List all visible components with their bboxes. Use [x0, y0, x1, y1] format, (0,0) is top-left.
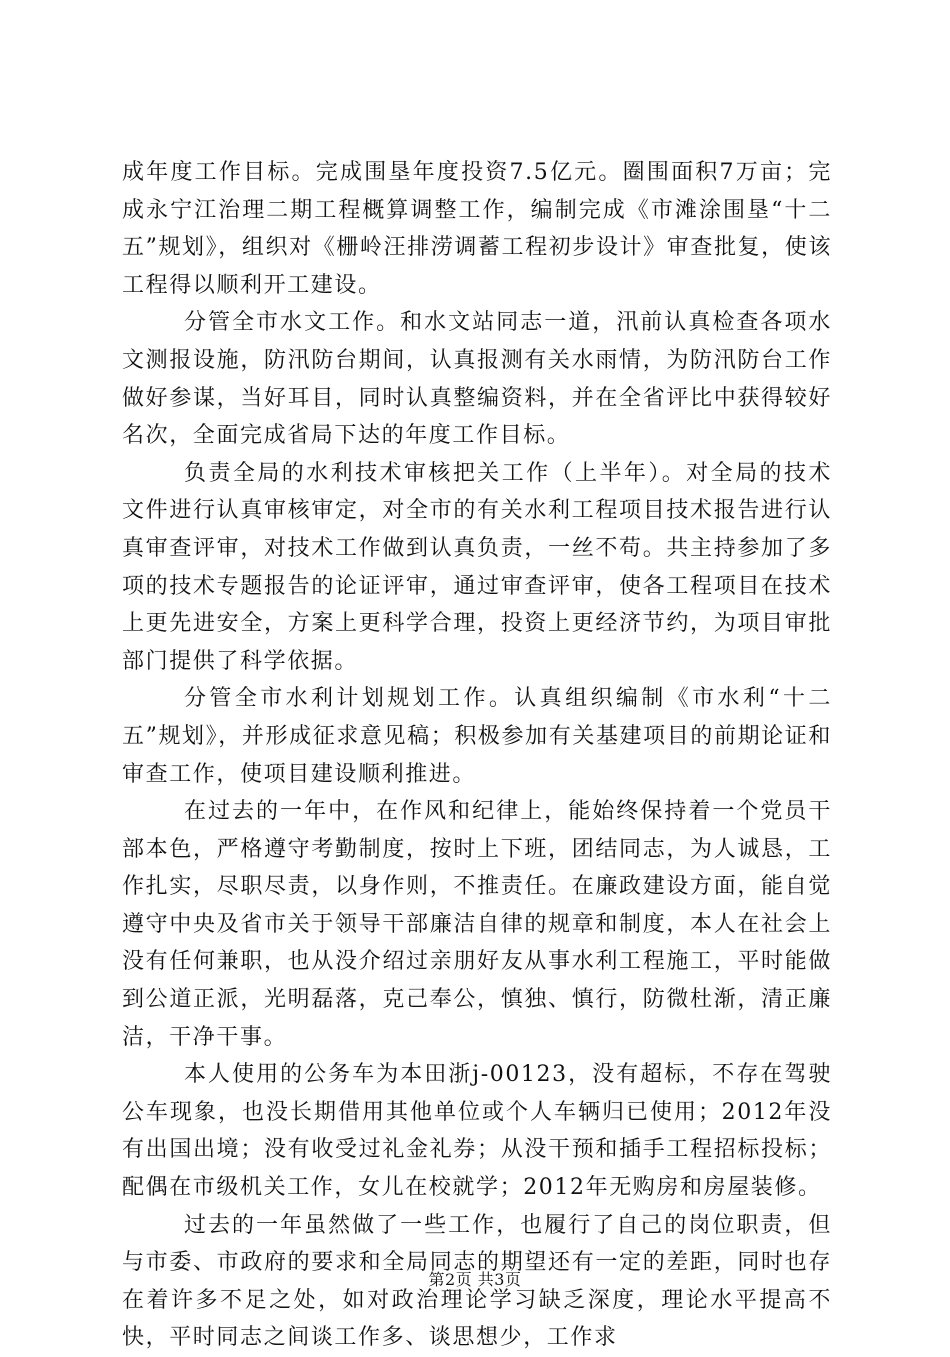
paragraph-technical-review: 负责全局的水利技术审核把关工作（上半年）。对全局的技术文件进行认真审核审定，对全市的有关水利工程项目技术报告进行认真审查评审，对技术工作做到认真负责，一丝不苟。共主持参加了多项的技术专题报告的论证评审，通过审查评审，使各工程项目在技术上更先进安全，方案上更科学合理，投资上更经济节约，为项目审批部门提供了科学依据。 — [122, 460, 832, 674]
paragraph-vehicle-declaration: 本人使用的公务车为本田浙j-00123，没有超标，不存在驾驶公车现象，也没长期借用其他单位或个人车辆归已使用；2012年没有出国出境；没有收受过礼金礼券；从没干预和插手工程招标投标；配偶在市级机关工作，女儿在校就学；2012年无购房和房屋装修。 — [122, 1062, 832, 1201]
page-footer: 第2页 共3页 — [428, 1270, 522, 1289]
paragraph-hydrology-work: 分管全市水文工作。和水文站同志一道，汛前认真检查各项水文测报设施，防汛防台期间，认真报测有关水雨情，为防汛防台工作做好参谋，当好耳目，同时认真整编资料，并在全省评比中获得较好名次，全面完成省局下达的年度工作目标。 — [122, 310, 832, 449]
document-body — [122, 154, 832, 1357]
paragraph-shortcomings: 过去的一年虽然做了一些工作，也履行了自己的岗位职责，但与市委、市政府的要求和全局同志的期望还有一定的差距，同时也存在着许多不足之处，如对政治理论学习缺乏深度，理论水平提高不快，平时同志之间谈工作多、谈思想少，工作求 — [122, 1212, 832, 1351]
paragraph-annual-targets: 成年度工作目标。完成围垦年度投资7.5亿元。圈围面积7万亩；完成永宁江治理二期工程概算调整工作，编制完成《市滩涂围垦“十二五”规划》，组织对《栅岭汪排涝调蓄工程初步设计》审查批复，使该工程得以顺利开工建设。 — [122, 160, 832, 298]
paragraph-planning-work: 分管全市水利计划规划工作。认真组织编制《市水利“十二五”规划》，并形成征求意见稿；积极参加有关基建项目的前期论证和审查工作，使项目建设顺利推进。 — [122, 686, 832, 787]
paragraph-conduct-discipline: 在过去的一年中，在作风和纪律上，能始终保持着一个党员干部本色，严格遵守考勤制度，按时上下班，团结同志，为人诚恳，工作扎实，尽职尽责，以身作则，不推责任。在廉政建设方面，能自觉遵守中央及省市关于领导干部廉洁自律的规章和制度，本人在社会上没有任何兼职，也从没介绍过亲朋好友从事水利工程施工，平时能做到公道正派，光明磊落，克己奉公，慎独、慎行，防微杜渐，清正廉洁，干净干事。 — [122, 799, 832, 1050]
